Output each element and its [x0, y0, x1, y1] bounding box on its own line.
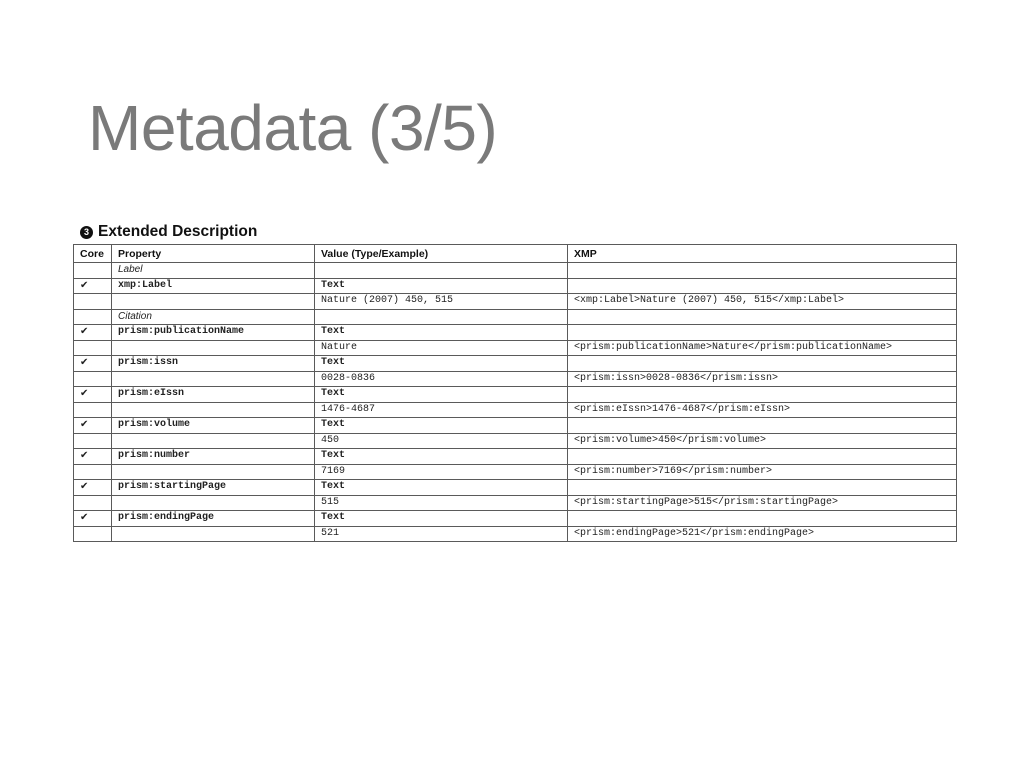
value-example: 0028-0836 [315, 371, 568, 387]
property-row [74, 480, 957, 496]
property-cell [112, 526, 315, 542]
value-cell [315, 309, 568, 325]
property-name: prism:issn [112, 356, 315, 372]
core-cell [74, 495, 112, 511]
property-name: prism:volume [112, 418, 315, 434]
example-row [74, 402, 957, 418]
xmp-example: <prism:publicationName>Nature</prism:publicationName> [568, 340, 957, 356]
property-row [74, 325, 957, 341]
core-cell [74, 309, 112, 325]
xmp-cell [568, 263, 957, 279]
core-check-icon: ✔ [74, 480, 112, 496]
core-check-icon: ✔ [74, 387, 112, 403]
group-label: Citation [112, 309, 315, 325]
group-label: Label [112, 263, 315, 279]
property-name: prism:endingPage [112, 511, 315, 527]
property-row [74, 356, 957, 372]
metadata-table-body [74, 263, 957, 542]
property-row [74, 418, 957, 434]
core-cell [74, 263, 112, 279]
xmp-example: <prism:startingPage>515</prism:startingPage> [568, 495, 957, 511]
value-type: Text [315, 480, 568, 496]
example-row [74, 371, 957, 387]
column-header-value: Value (Type/Example) [315, 245, 568, 263]
value-type: Text [315, 511, 568, 527]
xmp-example: <prism:volume>450</prism:volume> [568, 433, 957, 449]
example-row [74, 340, 957, 356]
xmp-example: <prism:number>7169</prism:number> [568, 464, 957, 480]
property-row [74, 387, 957, 403]
example-row [74, 464, 957, 480]
value-type: Text [315, 449, 568, 465]
value-example: Nature [315, 340, 568, 356]
property-cell [112, 495, 315, 511]
property-cell [112, 464, 315, 480]
xmp-cell [568, 309, 957, 325]
xmp-cell [568, 278, 957, 294]
xmp-cell [568, 480, 957, 496]
property-name: prism:number [112, 449, 315, 465]
value-type: Text [315, 418, 568, 434]
xmp-cell [568, 449, 957, 465]
slide-title: Metadata (3/5) [88, 92, 498, 164]
xmp-cell [568, 418, 957, 434]
value-type: Text [315, 356, 568, 372]
xmp-cell [568, 511, 957, 527]
core-check-icon: ✔ [74, 511, 112, 527]
group-row [74, 263, 957, 279]
column-header-xmp: XMP [568, 245, 957, 263]
core-check-icon: ✔ [74, 356, 112, 372]
xmp-cell [568, 387, 957, 403]
value-type: Text [315, 387, 568, 403]
example-row [74, 294, 957, 310]
xmp-example: <xmp:Label>Nature (2007) 450, 515</xmp:Label> [568, 294, 957, 310]
property-cell [112, 294, 315, 310]
section-heading-text: Extended Description [98, 223, 258, 240]
value-type: Text [315, 278, 568, 294]
value-example: 450 [315, 433, 568, 449]
property-row [74, 278, 957, 294]
xmp-example: <prism:endingPage>521</prism:endingPage> [568, 526, 957, 542]
value-example: 515 [315, 495, 568, 511]
example-row [74, 433, 957, 449]
core-cell [74, 402, 112, 418]
core-cell [74, 340, 112, 356]
core-cell [74, 371, 112, 387]
value-example: 521 [315, 526, 568, 542]
example-row [74, 526, 957, 542]
group-row [74, 309, 957, 325]
core-check-icon: ✔ [74, 325, 112, 341]
core-cell [74, 464, 112, 480]
table-header-row [74, 245, 957, 263]
example-row [74, 495, 957, 511]
property-row [74, 449, 957, 465]
column-header-property: Property [112, 245, 315, 263]
value-example: Nature (2007) 450, 515 [315, 294, 568, 310]
core-cell [74, 433, 112, 449]
metadata-table [73, 244, 957, 542]
section-heading [80, 223, 257, 241]
value-cell [315, 263, 568, 279]
property-name: prism:publicationName [112, 325, 315, 341]
core-check-icon: ✔ [74, 449, 112, 465]
value-type: Text [315, 325, 568, 341]
core-check-icon: ✔ [74, 418, 112, 434]
xmp-cell [568, 356, 957, 372]
property-row [74, 511, 957, 527]
value-example: 7169 [315, 464, 568, 480]
property-cell [112, 433, 315, 449]
value-example: 1476-4687 [315, 402, 568, 418]
property-cell [112, 371, 315, 387]
property-cell [112, 402, 315, 418]
xmp-example: <prism:eIssn>1476-4687</prism:eIssn> [568, 402, 957, 418]
core-cell [74, 294, 112, 310]
property-name: xmp:Label [112, 278, 315, 294]
property-name: prism:eIssn [112, 387, 315, 403]
xmp-cell [568, 325, 957, 341]
core-check-icon: ✔ [74, 278, 112, 294]
section-number-icon: 3 [80, 226, 93, 239]
xmp-example: <prism:issn>0028-0836</prism:issn> [568, 371, 957, 387]
core-cell [74, 526, 112, 542]
column-header-core: Core [74, 245, 112, 263]
property-cell [112, 340, 315, 356]
property-name: prism:startingPage [112, 480, 315, 496]
